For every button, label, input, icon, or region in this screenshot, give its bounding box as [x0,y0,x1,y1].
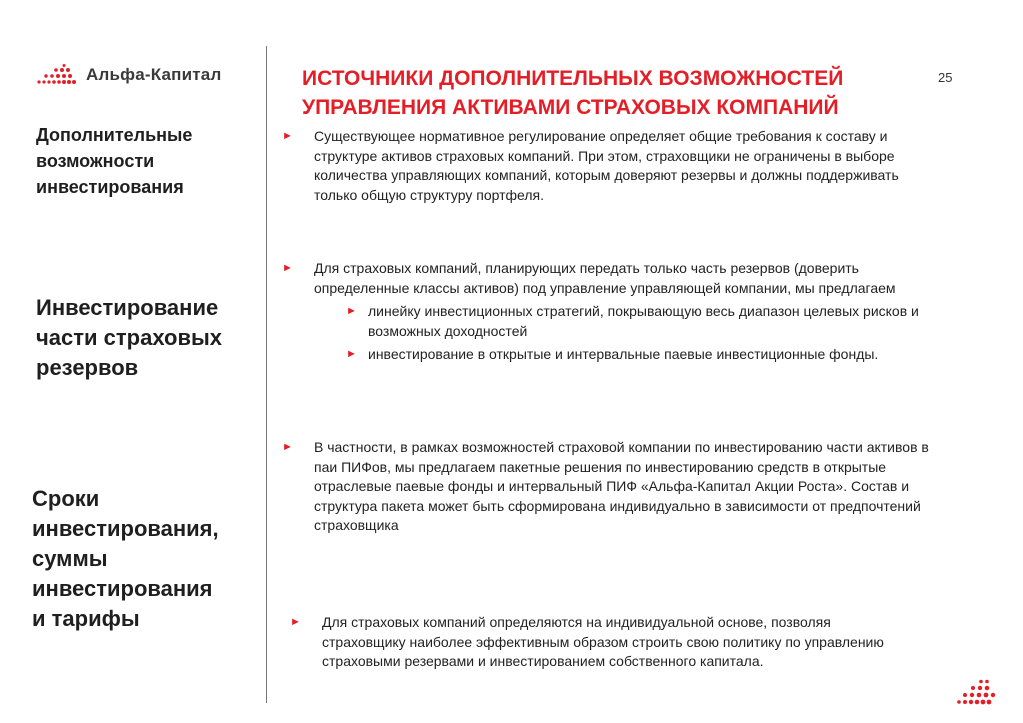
corner-dots-icon [955,678,999,706]
bullet-individual-terms [290,613,910,672]
bullet-arrow-icon: ► [282,441,293,453]
section-label-line: возможности [36,151,155,171]
section-label-line: Дополнительные [36,125,193,145]
bullet-text: Существующее нормативное регулирование определяет общие требования к составу и структуре активов страховых компаний. При этом, страховщики не ограничены в выборе количества управляющих компаний, которым доверяют резервы и должны поддерживать только общую структуру портфеля. [314,128,899,203]
bullet-text: Для страховых компаний определяются на индивидуальной основе, позволяя страховщику наиболее эффективным образом строить свою политику по управлению страховыми резервами и инвестированием собственного капитала. [322,614,884,670]
sub-bullet-text: линейку инвестиционных стратегий, покрывающую весь диапазон целевых рисков и возможных доходностей [368,303,919,339]
bullet-arrow-icon: ► [290,616,301,628]
slide-title-line1: ИСТОЧНИКИ ДОПОЛНИТЕЛЬНЫХ ВОЗМОЖНОСТЕЙ [302,67,844,90]
section-label-line: инвестирования, [32,516,219,541]
bullet-regulation [282,127,942,205]
sub-bullet-list [282,302,942,365]
bullet-arrow-icon: ► [282,130,293,142]
section-label-line: части страховых [36,325,223,350]
sub-bullet-text: инвестирование в открытые и интервальные паевые инвестиционные фонды. [368,346,879,363]
bullet-arrow-icon: ► [346,348,357,361]
slide-title [302,64,942,122]
sub-bullet-funds [338,345,942,365]
section-label-line: резервов [36,355,139,380]
section-label-reserves-investment [36,293,261,383]
alfa-capital-dots-icon [36,64,80,86]
section-label-line: инвестирования [32,576,213,601]
slide-title-line2: УПРАВЛЕНИЯ АКТИВАМИ СТРАХОВЫХ КОМПАНИЙ [302,96,839,119]
section-label-line: Сроки [32,486,100,511]
page-number: 25 [938,70,953,85]
section-label-terms-and-tariffs [32,484,267,634]
sub-bullet-strategies [338,302,942,341]
section-label-line: инвестирования [36,177,184,197]
section-label-additional-opportunities [36,122,261,200]
section-label-line: Инвестирование [36,295,219,320]
bullet-arrow-icon: ► [346,305,357,318]
bullet-arrow-icon: ► [282,262,293,274]
bullet-partial-reserves [282,259,942,369]
bullet-package-solutions [282,438,942,536]
company-logo [36,64,221,86]
logo-text: Альфа-Капитал [86,65,222,84]
bullet-text: Для страховых компаний, планирующих передать только часть резервов (доверить определенные классы активов) под управление управляющей компании, мы предлагаем [314,260,896,296]
section-label-line: и тарифы [32,606,140,631]
section-label-line: суммы [32,546,108,571]
bullet-text: В частности, в рамках возможностей страховой компании по инвестированию части активов в паи ПИФов, мы предлагаем пакетные решения по инвестированию средств в открытые отраслевые паевые фонды и интервальный ПИФ «Альфа-Капитал Акции Роста». Состав и структура пакета может быть сформирована индивидуально в зависимости от предпочтений страховщика [314,439,929,534]
